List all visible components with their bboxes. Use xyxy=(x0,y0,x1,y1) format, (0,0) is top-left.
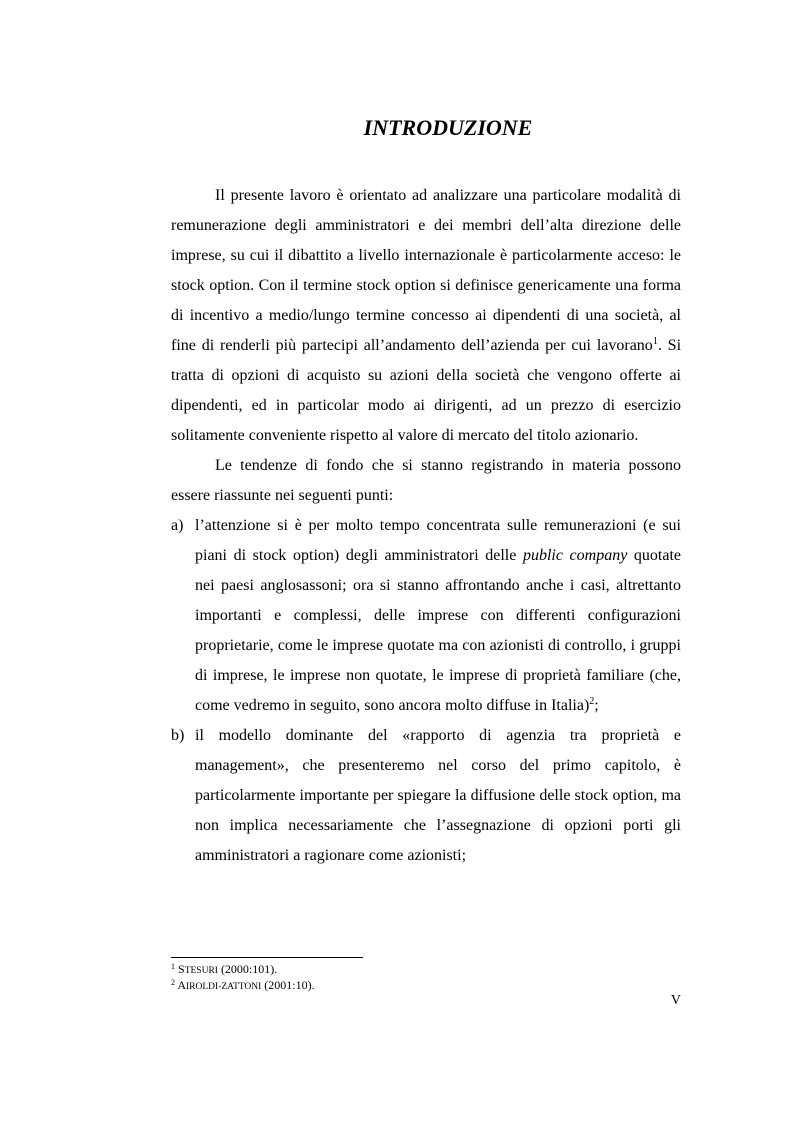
page-number: V xyxy=(670,993,681,1008)
footnote-1-num: 1 xyxy=(171,962,175,971)
list-item-a-end: ; xyxy=(594,697,599,714)
footnote-separator xyxy=(171,957,363,958)
footnote-2-ref: (2001:10). xyxy=(261,978,315,992)
footnote-1-author-initial: S xyxy=(178,962,185,976)
page-title: INTRODUZIONE xyxy=(363,115,533,140)
footnote-2-author-rest: IROLDI-ZATTONI xyxy=(186,982,262,992)
footnote-1-author-rest: TESURI xyxy=(184,966,218,976)
list-item-a-text: l’attenzione si è per molto tempo concentrata sulle remunerazioni (e sui piani di stock option) degli amministratori delle xyxy=(195,517,681,564)
list-item-a-italic: public company xyxy=(522,547,628,564)
paragraph-1-text-cont: . Si tratta di opzioni di acquisto su azioni della società che vengono offerte ai dipendenti, ed in particolar modo ai dirigenti, ad un prezzo di esercizio solitamente conveniente rispetto al valore di mercato del titolo azionario. xyxy=(171,337,682,444)
footnotes xyxy=(171,962,681,994)
paragraph-1 xyxy=(171,181,681,451)
footnote-1-ref: (2000:101). xyxy=(217,962,278,976)
body-text xyxy=(171,181,681,871)
footnote-2-num: 2 xyxy=(171,978,175,987)
paragraph-1-text: Il presente lavoro è orientato ad analizzare una particolare modalità di remunerazione degli amministratori e dei membri dell’alta direzione delle imprese, su cui il dibattito a livello internazionale è particolarmente acceso: le stock option. Con il termine stock option si definisce genericamente una forma di incentivo a medio/lungo termine concesso ai dipendenti di una società, al fine di renderli più partecipi all’andamento dell’azienda per cui lavorano xyxy=(171,187,681,354)
list-item-a xyxy=(171,511,681,721)
list-item-b xyxy=(171,721,681,871)
footnote-2-author-initial: A xyxy=(177,978,187,992)
list-item-a-text-cont: quotate nei paesi anglosassoni; ora si stanno affrontando anche i casi, altrettanto importanti e complessi, delle imprese con differenti configurazioni proprietarie, come le imprese quotate ma con azionisti di controllo, i gruppi di imprese, le imprese non quotate, le imprese di proprietà familiare (che, come vedremo in seguito, sono ancora molto diffuse in Italia) xyxy=(195,547,682,714)
list-marker-b: b) xyxy=(171,727,185,744)
footnote-ref-2: 2 xyxy=(589,696,595,707)
paragraph-2: Le tendenze di fondo che si stanno registrando in materia possono essere riassunte nei seguenti punti: xyxy=(171,457,681,504)
list-item-b-text: il modello dominante del «rapporto di agenzia tra proprietà e management», che presenteremo nel corso del primo capitolo, è particolarmente importante per spiegare la diffusione delle stock option, ma non implica necessariamente che l’assegnazione di opzioni porti gli amministratori a ragionare come azionisti; xyxy=(195,727,681,864)
footnote-2 xyxy=(171,978,681,994)
bullet-list xyxy=(171,511,681,871)
list-marker-a: a) xyxy=(171,517,184,534)
footnote-1 xyxy=(171,962,681,978)
footnote-ref-1: 1 xyxy=(652,336,658,347)
